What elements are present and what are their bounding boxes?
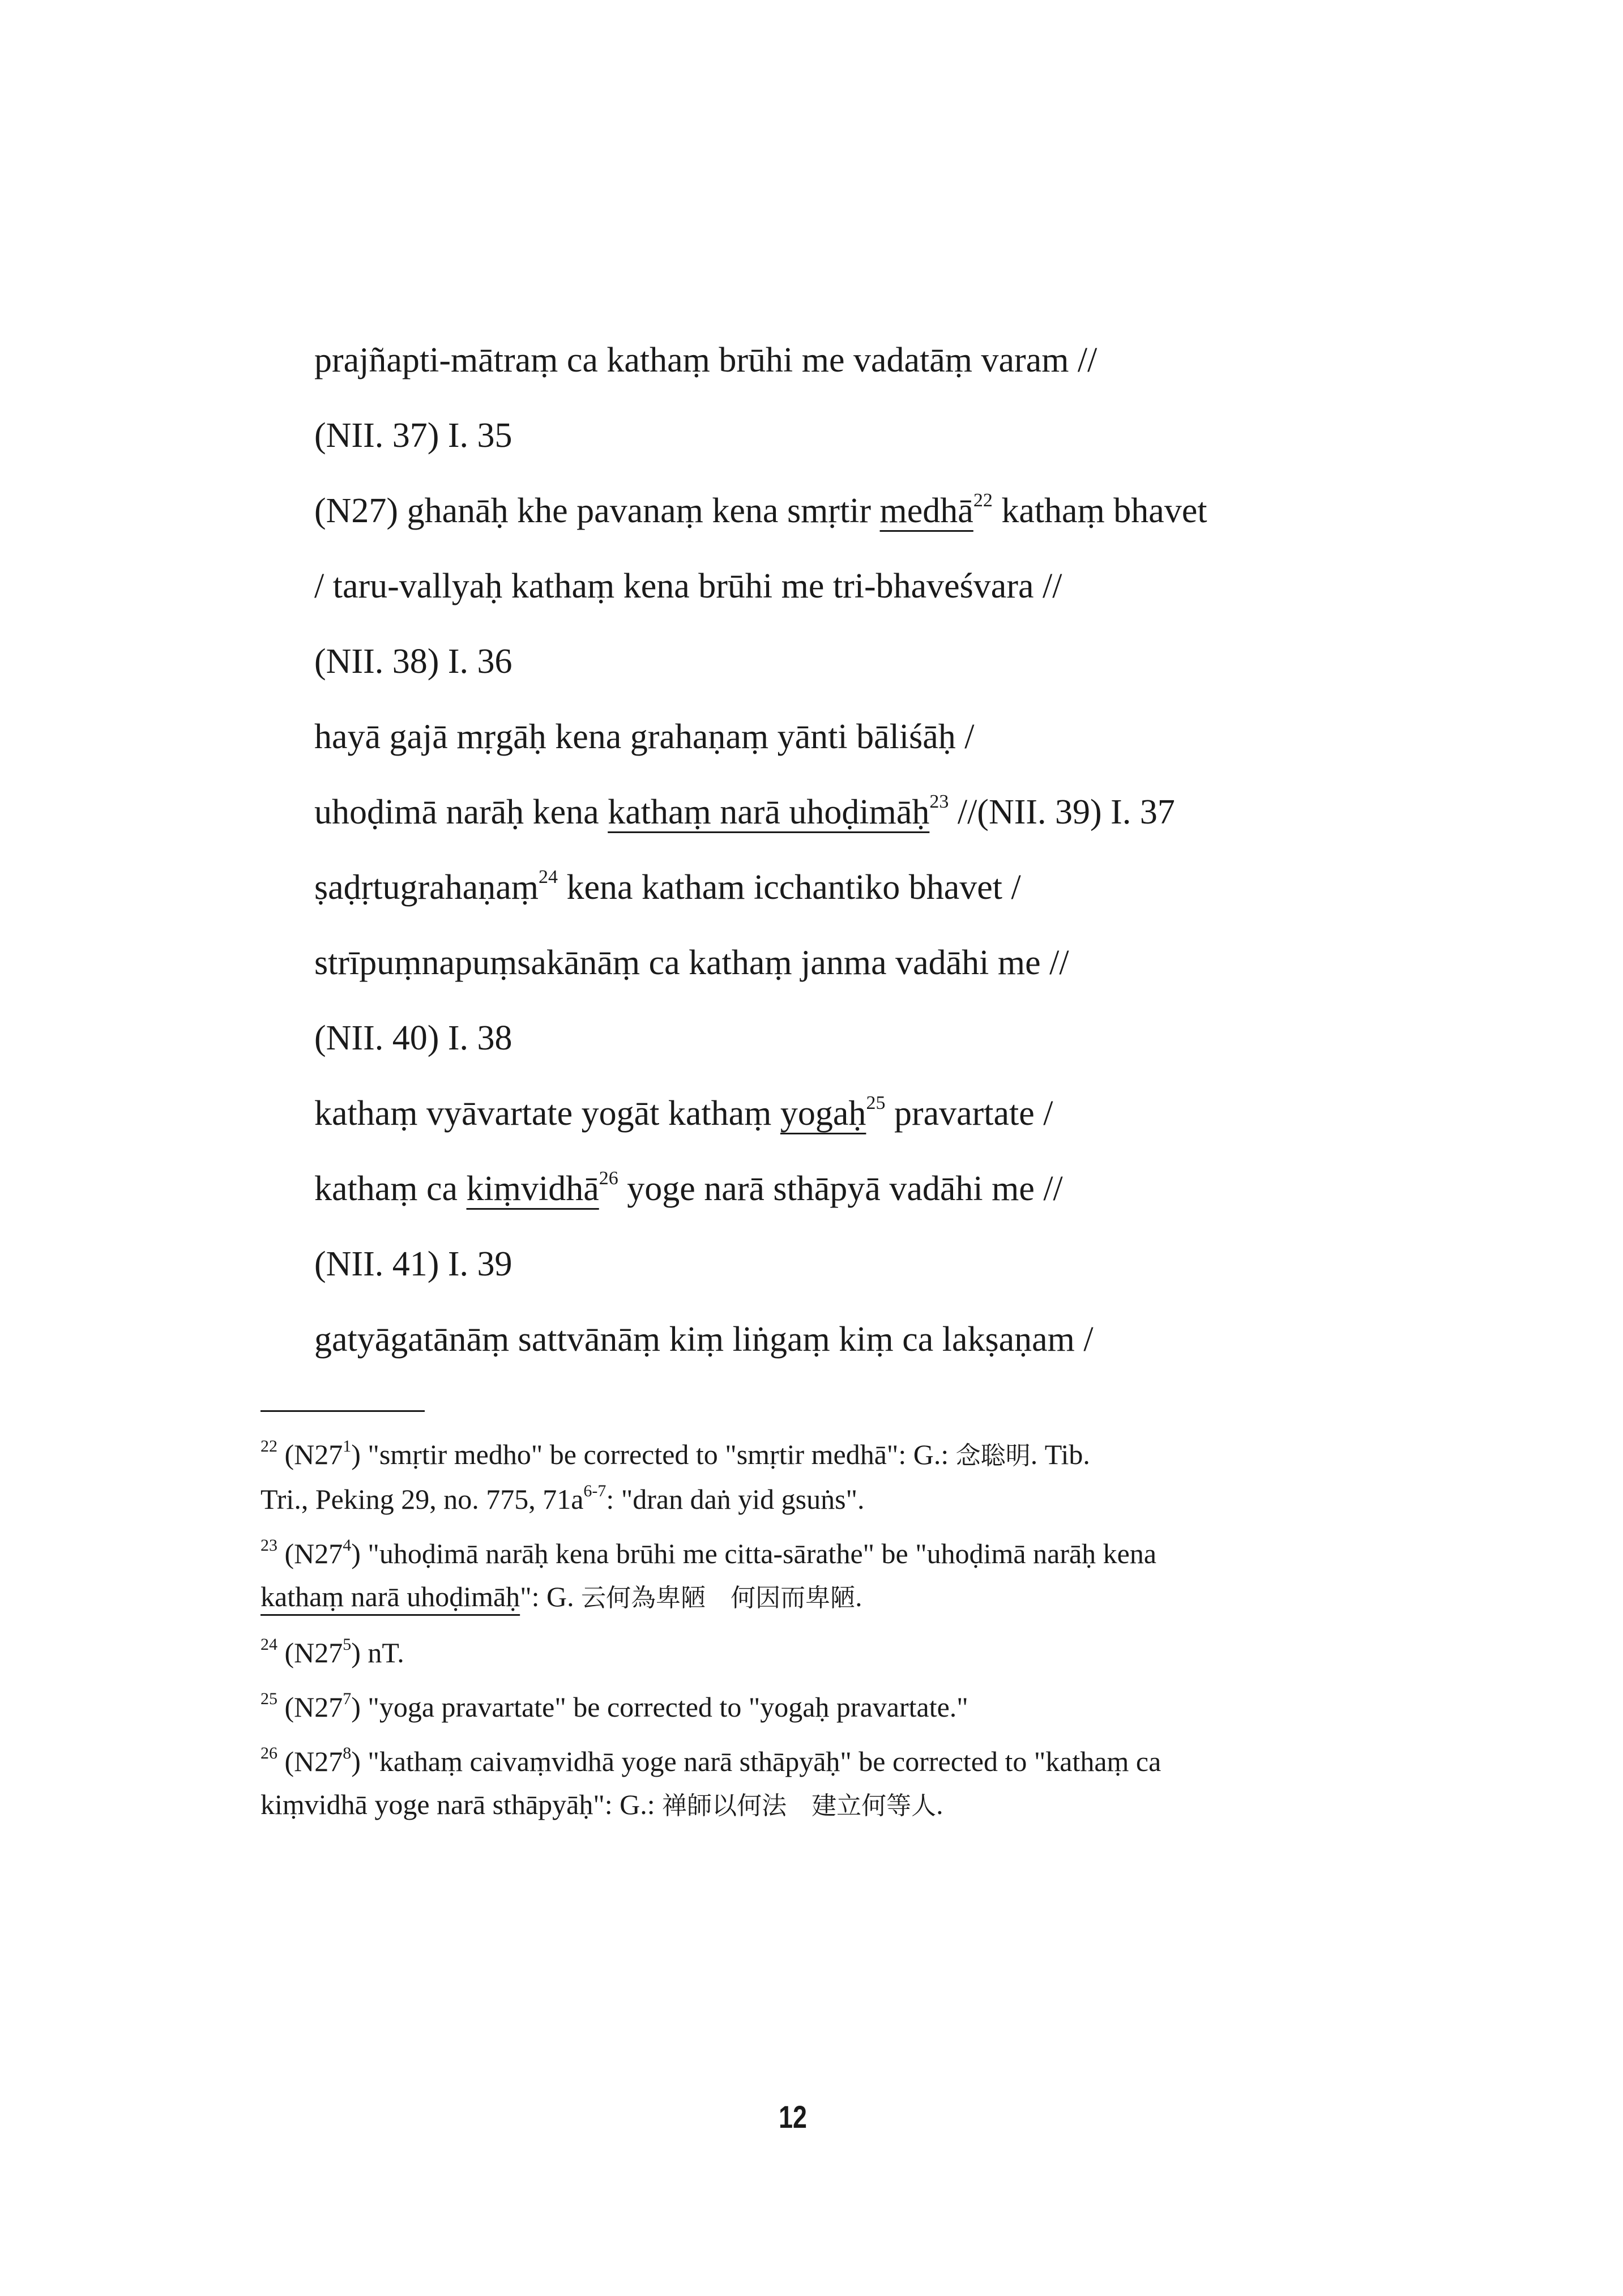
footnote-separator (260, 1410, 425, 1412)
footnote-ref-24[interactable]: 24 (538, 867, 558, 887)
footnote-ref-26[interactable]: 26 (599, 1168, 618, 1189)
footnote-23 (260, 1532, 1348, 1620)
underlined-term: yogaḥ (780, 1094, 866, 1133)
footnote-text: ) nT. (351, 1637, 404, 1668)
footnote-sup: 8 (343, 1744, 352, 1762)
footnote-text: Tri., Peking 29, no. 775, 71a (260, 1483, 584, 1515)
verse-text-segment: kathaṃ bhavet (992, 492, 1207, 530)
verse-ref-41: (NII. 41) I. 39 (314, 1245, 512, 1283)
footnote-text: kiṃvidhā yoge narā sthāpyāḥ": G.: (260, 1789, 663, 1820)
footnote-text: . (855, 1581, 862, 1612)
verse-text-segment: kathaṃ ca (314, 1170, 467, 1208)
underlined-term: kathaṃ narā uhoḍimāḥ (608, 793, 930, 831)
verse-text-segment: //(NII. 39) I. 37 (949, 793, 1175, 831)
verse-text-segment: uhoḍimā narāḥ kena (314, 793, 608, 831)
footnotes (260, 1433, 1348, 1839)
footnote-text: ) "yoga pravartate" be corrected to "yogaḥ pravartate." (351, 1691, 968, 1723)
footnote-text: (N27 (277, 1538, 343, 1569)
footnote-text: ) "kathaṃ caivaṃvidhā yoge narā sthāpyāḥ" be corrected to "kathaṃ ca (351, 1746, 1161, 1777)
cjk-text: 云何為卑陋 何因而卑陋 (581, 1584, 856, 1612)
verse-line-6: hayā gajā mṛgāḥ kena grahaṇaṃ yānti bāliśāḥ / (314, 718, 975, 756)
footnote-ref-23[interactable]: 23 (929, 791, 949, 812)
footnote-text: . Tib. (1030, 1439, 1090, 1470)
footnote-ref-25[interactable]: 25 (866, 1092, 886, 1113)
verse-line-14: gatyāgatānāṃ sattvānāṃ kiṃ liṅgaṃ kiṃ ca lakṣaṇam / (314, 1320, 1094, 1359)
footnote-text: . (936, 1789, 943, 1820)
verse-text-segment: pravartate / (885, 1094, 1053, 1133)
footnote-number: 24 (260, 1635, 277, 1654)
verse-line-7 (314, 775, 1390, 850)
page-number: 12 (779, 2099, 807, 2135)
underlined-term: kathaṃ narā uhoḍimāḥ (260, 1581, 520, 1612)
underlined-term: medhā (879, 492, 973, 530)
verse-text-segment: kena katham icchantiko bhavet / (557, 868, 1021, 907)
footnote-sup: 7 (343, 1689, 352, 1708)
footnote-text: (N27 (277, 1691, 343, 1723)
footnote-text: (N27 (277, 1746, 343, 1777)
footnote-sup: 4 (343, 1536, 352, 1555)
footnote-number: 23 (260, 1536, 277, 1555)
verse-text-segment: ṣaḍṛtugrahaṇaṃ (314, 868, 539, 907)
underlined-term: kiṃvidhā (466, 1170, 599, 1208)
footnote-number: 26 (260, 1744, 277, 1762)
verse-text-segment: (N27) ghanāḥ khe pavanaṃ kena smṛtir (314, 492, 880, 530)
footnote-24 (260, 1631, 1348, 1674)
footnote-text: : "dran daṅ yid gsuṅs". (606, 1483, 865, 1515)
footnote-22 (260, 1433, 1348, 1521)
verse-text-segment: kathaṃ vyāvartate yogāt kathaṃ (314, 1094, 780, 1133)
footnote-text: (N27 (277, 1637, 343, 1668)
verse-line-4: / taru-vallyaḥ kathaṃ kena brūhi me tri-bhaveśvara // (314, 567, 1062, 605)
footnote-number: 22 (260, 1437, 277, 1456)
footnote-sup: 6-7 (583, 1482, 607, 1500)
verse-text (314, 323, 1390, 1377)
verse-ref-37: (NII. 37) I. 35 (314, 416, 512, 455)
footnote-ref-22[interactable]: 22 (973, 490, 993, 511)
footnote-26 (260, 1740, 1348, 1828)
footnote-number: 25 (260, 1689, 277, 1708)
cjk-text: 禅師以何法 建立何等人 (662, 1791, 937, 1820)
verse-line-3 (314, 473, 1390, 549)
footnote-text: ) "uhoḍimā narāḥ kena brūhi me citta-sārathe" be "uhoḍimā narāḥ kena (351, 1538, 1157, 1569)
verse-line-11 (314, 1076, 1390, 1151)
footnote-sup: 5 (343, 1635, 352, 1654)
footnote-sup: 1 (343, 1437, 352, 1456)
footnote-25 (260, 1685, 1348, 1729)
footnote-text: (N27 (277, 1439, 343, 1470)
verse-ref-40: (NII. 40) I. 38 (314, 1019, 512, 1057)
verse-text-segment: yoge narā sthāpyā vadāhi me // (618, 1170, 1063, 1208)
verse-line-9: strīpuṃnapuṃsakānāṃ ca kathaṃ janma vadāhi me // (314, 944, 1069, 982)
footnote-text: ": G. (520, 1581, 582, 1612)
verse-line-1: prajñapti-mātraṃ ca kathaṃ brūhi me vadatāṃ varam // (314, 341, 1097, 379)
cjk-text: 念聡明 (955, 1441, 1031, 1470)
verse-line-12 (314, 1151, 1390, 1227)
verse-ref-38: (NII. 38) I. 36 (314, 642, 512, 681)
footnote-text: ) "smṛtir medho" be corrected to "smṛtir medhā": G.: (351, 1439, 956, 1470)
verse-line-8 (314, 850, 1390, 925)
